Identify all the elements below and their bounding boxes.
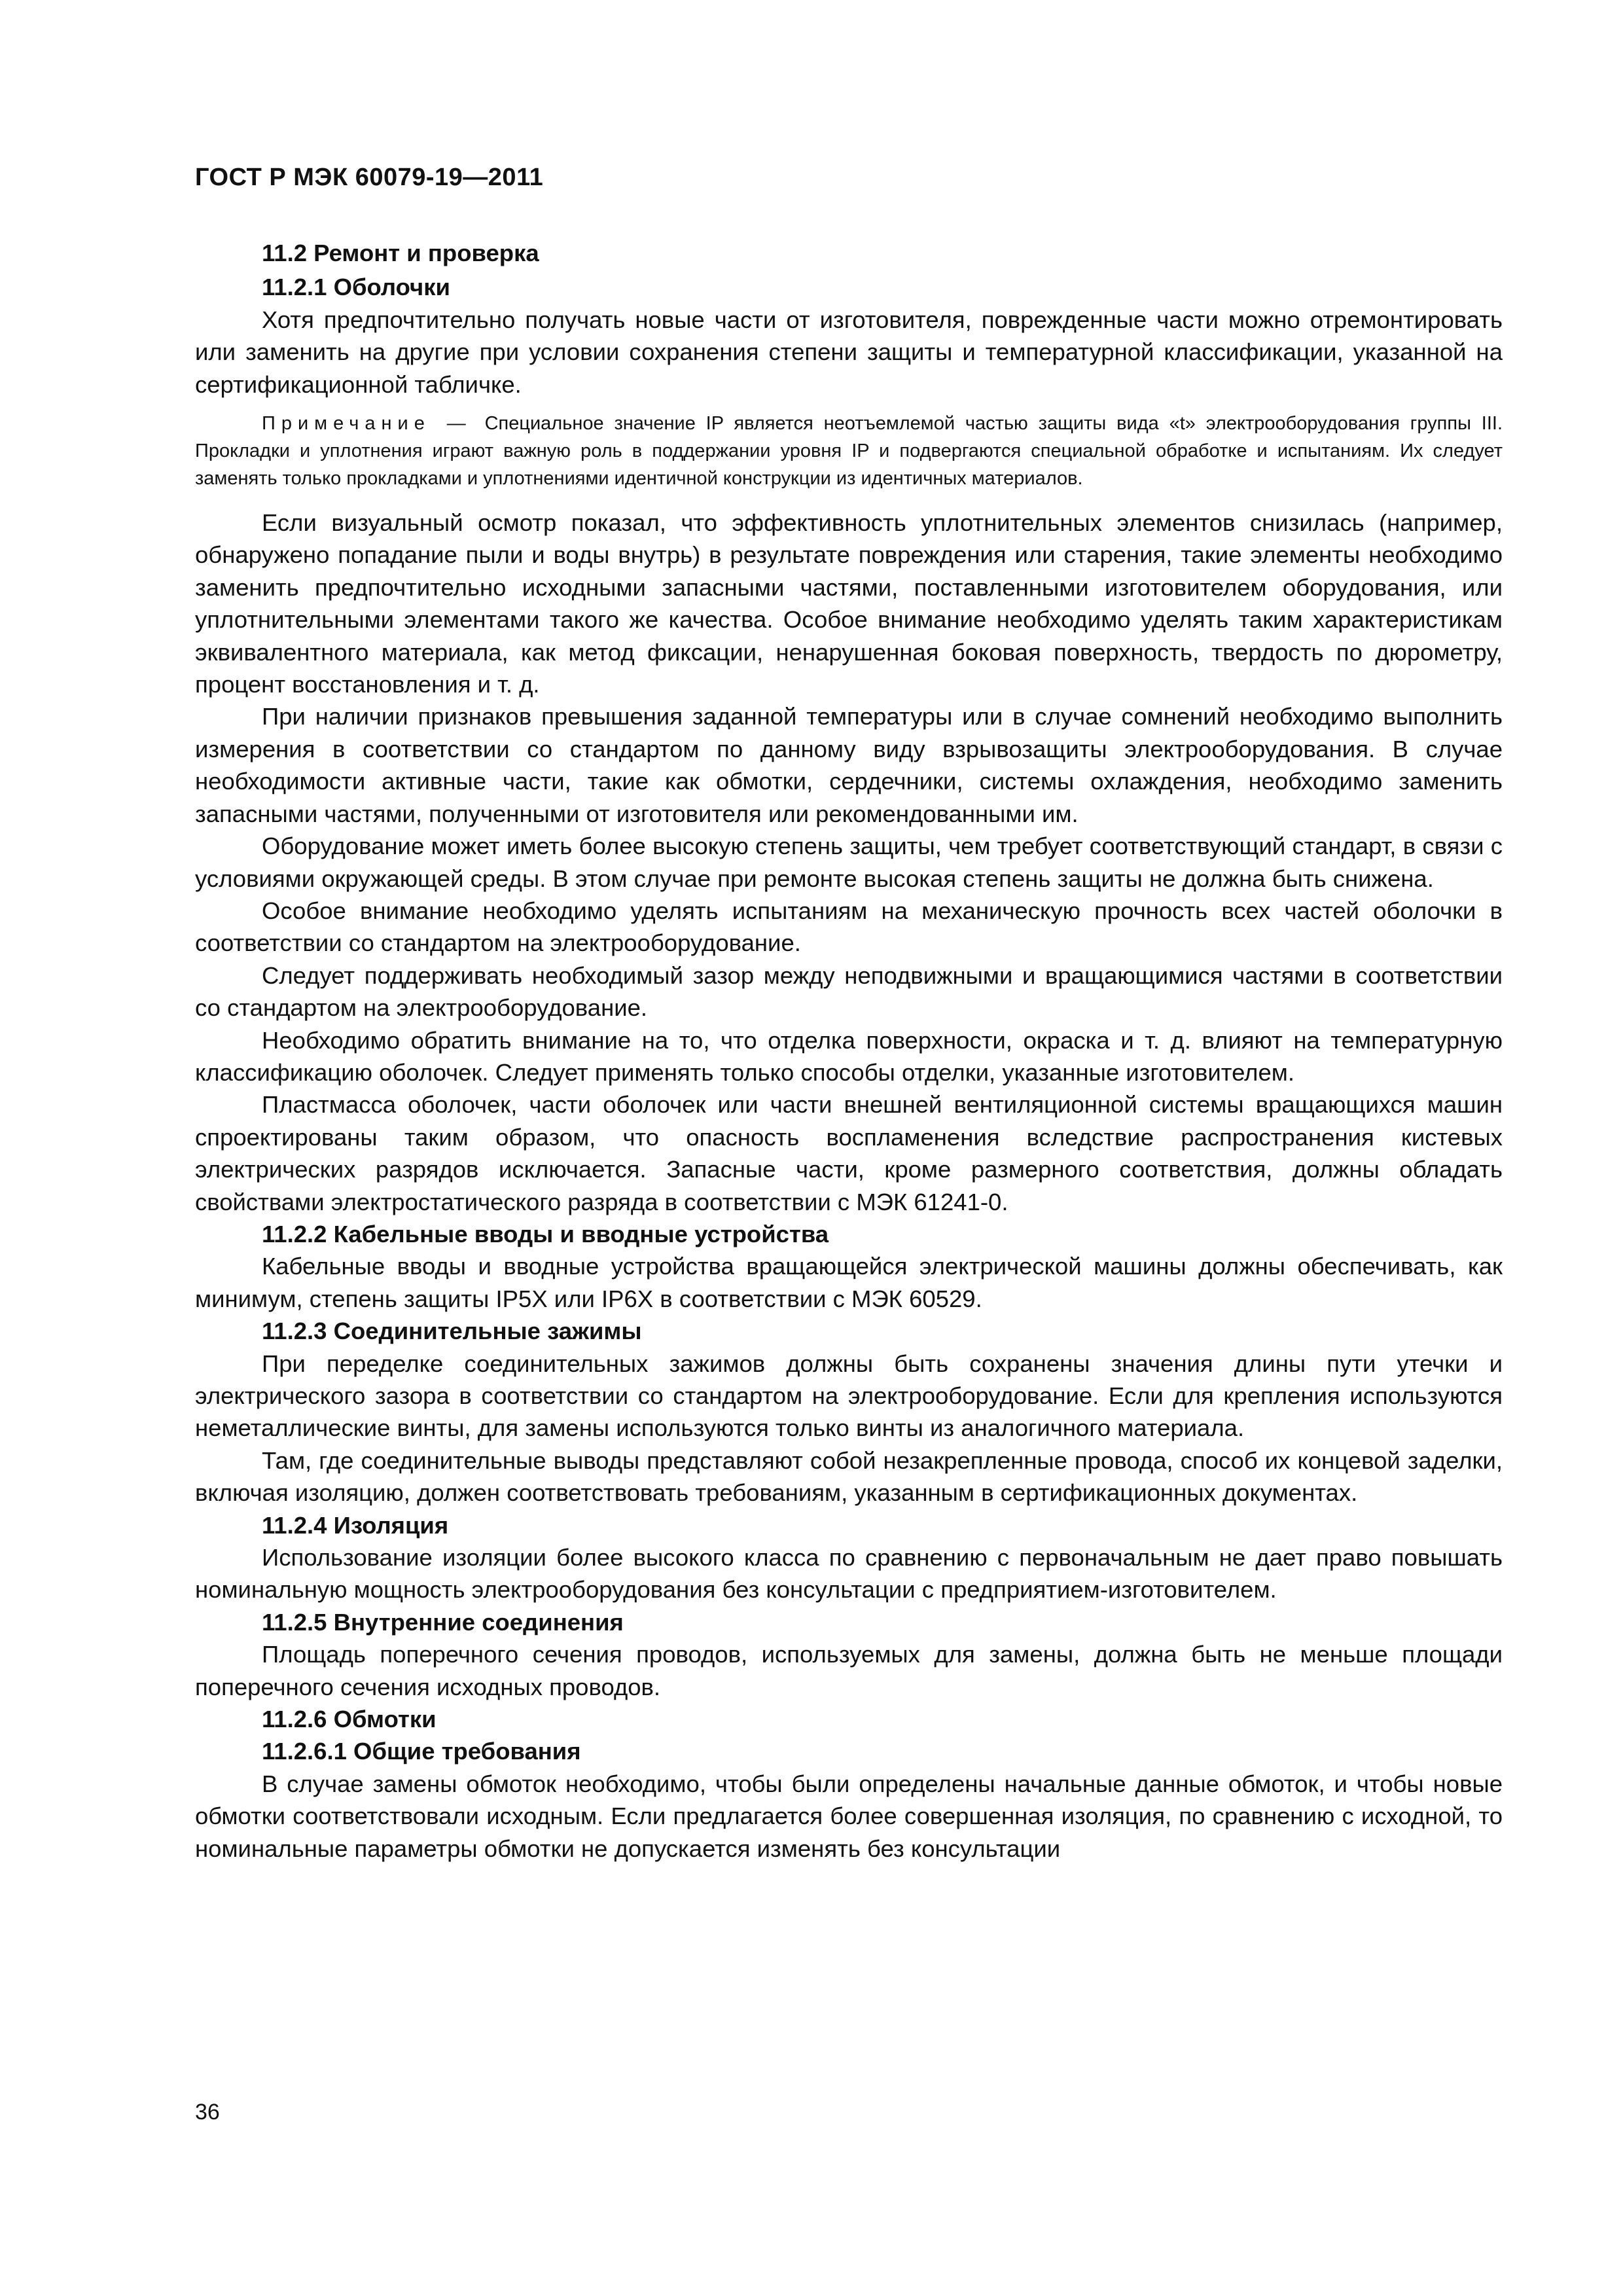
note-text: Специальное значение IP является неотъемлемой частью защиты вида «t» электрооборудования группы III. Прокладки и уплотнения играют важную роль в поддержании уровня IP и подвергаются специальной обработке и испытаниям. Их следует заменять только прокладками и уплотнениями идентичной конструкции из идентичных материалов. (195, 413, 1503, 490)
paragraph-protection-degree: Оборудование может иметь более высокую степень защиты, чем требует соответствующий стандарт, в связи с условиями окружающей среды. В этом случае при ремонте высокая степень защиты не должна быть снижена. (195, 833, 1503, 892)
section-heading-11-2: 11.2 Ремонт и проверка (262, 240, 539, 266)
paragraph-cable-entries: Кабельные вводы и вводные устройства вращающейся электрической машины должны обеспечивать, как минимум, степень защиты IP5X или IP6X в соответствии с МЭК 60529. (195, 1253, 1503, 1312)
paragraph-insulation: Использование изоляции более высокого класса по сравнению с первоначальным не дает право повышать номинальную мощность электрооборудования без консультации с предприятием-изготовителем. (195, 1544, 1503, 1604)
note-label: Примечание — (262, 413, 472, 435)
document-code-header: ГОСТ Р МЭК 60079-19—2011 (195, 164, 544, 191)
paragraph-temperature-check: При наличии признаков превышения заданной температуры или в случае сомнений необходимо выполнить измерения в соответствии со стандартом по данному виду взрывозащиты электрооборудования. В случае необходимости активные части, такие как обмотки, сердечники, системы охлаждения, необходимо заменить запасными частями, полученными от изготовителя или рекомендованными им. (195, 703, 1503, 827)
page-number: 36 (195, 2100, 220, 2125)
paragraph-plastic-enclosures: Пластмасса оболочек, части оболочек или части внешней вентиляционной системы вращающихся машин спроектированы таким образом, что опасность воспламенения вследствие распространения кистевых электрических разрядов исключается. Запасные части, кроме размерного соответствия, должны обладать свойствами электростатического разряда в соответствии с МЭК 61241-0. (195, 1091, 1503, 1215)
paragraph-internal-connections: Площадь поперечного сечения проводов, используемых для замены, должна быть не меньше площади поперечного сечения исходных проводов. (195, 1641, 1503, 1700)
document-body (195, 237, 1503, 1865)
section-heading-11-2-5: 11.2.5 Внутренние соединения (262, 1608, 624, 1636)
section-heading-11-2-1: 11.2.1 Оболочки (262, 274, 450, 301)
note-block (195, 410, 1503, 492)
section-heading-11-2-4: 11.2.4 Изоляция (262, 1511, 449, 1539)
paragraph-loose-leads: Там, где соединительные выводы представляют собой незакрепленные провода, способ их концевой заделки, включая изоляцию, должен соответствовать требованиям, указанным в сертификационных документах. (195, 1446, 1503, 1507)
section-heading-11-2-6: 11.2.6 Обмотки (262, 1706, 437, 1733)
section-heading-11-2-3: 11.2.3 Соединительные зажимы (262, 1318, 642, 1345)
section-heading-11-2-6-1: 11.2.6.1 Общие требования (262, 1738, 581, 1765)
paragraph-seal-elements: Если визуальный осмотр показал, что эффективность уплотнительных элементов снизилась (например, обнаружено попадание пыли и воды внутрь) в результате повреждения или старения, такие элементы необходимо заменить предпочтительно исходными запасными частями, поставленными изготовителем оборудования, или уплотнительными элементами такого же качества. Особое внимание необходимо уделять таким характеристикам эквивалентного материала, как метод фиксации, ненарушенная боковая поверхность, твердость по дюрометру, процент восстановления и т. д. (195, 509, 1503, 698)
paragraph-surface-finish: Необходимо обратить внимание на то, что отделка поверхности, окраска и т. д. влияют на температурную классификацию оболочек. Следует применять только способы отделки, указанные изготовителем. (195, 1026, 1503, 1086)
paragraph-windings-general: В случае замены обмоток необходимо, чтобы были определены начальные данные обмоток, и чтобы новые обмотки соответствовали исходным. Если предлагается более совершенная изоляция, по сравнению с исходной, то номинальные параметры обмотки не допускается изменять без консультации (195, 1770, 1503, 1862)
paragraph-terminals: При переделке соединительных зажимов должны быть сохранены значения длины пути утечки и электрического зазора в соответствии со стандартом на электрооборудование. Если для крепления используются неметаллические винты, для замены используются только винты из аналогичного материала. (195, 1350, 1503, 1442)
paragraph-clearance: Следует поддерживать необходимый зазор между неподвижными и вращающимися частями в соответствии со стандартом на электрооборудование. (195, 961, 1503, 1022)
section-heading-11-2-2: 11.2.2 Кабельные вводы и вводные устройства (262, 1220, 829, 1247)
paragraph-mechanical-strength: Особое внимание необходимо уделять испытаниям на механическую прочность всех частей оболочки в соответствии со стандартом на электрооборудование. (195, 897, 1503, 957)
paragraph-enclosures-intro: Хотя предпочтительно получать новые части от изготовителя, поврежденные части можно отремонтировать или заменить на другие при условии сохранения степени защиты и температурной классификации, указанной на сертификационной табличке. (195, 306, 1503, 398)
